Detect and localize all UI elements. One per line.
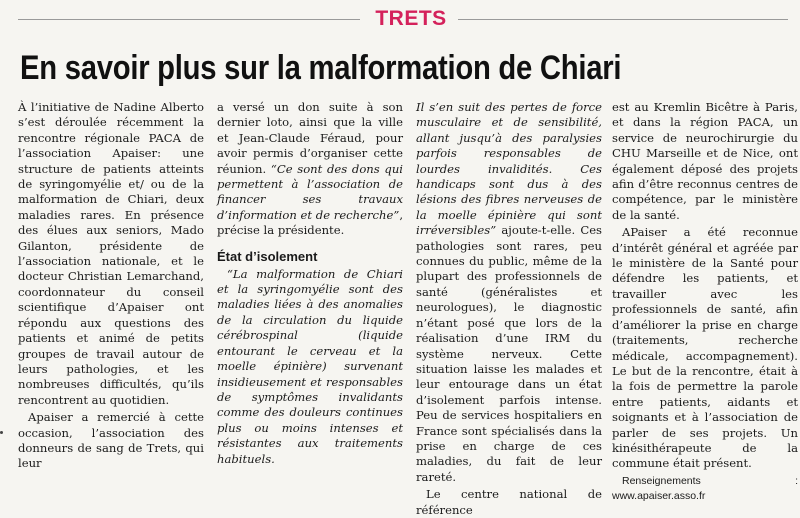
article-column-2 xyxy=(217,100,404,466)
paragraph: APaiser a été reconnue d’intérêt général et agréée par le ministère de la Santé pour défendre les patients, et travailler avec les professionnels de santé, afin d’améliorer la prise en charge (traitements, recherche médicale, accompagnement). Le but de la rencontre, était à la fois de permettre la parole entre patients, aidants et soignants et à l’association de parler de ses projets. Un kinésithérapeute de la commune était présent. xyxy=(612,225,798,471)
quote-paragraph: “La malformation de Chiari et la syringomyélie sont des maladies liées à des anomalies de la circulation du liquide cérébrospinal (liquide entourant le cerveau et la moelle épinière) survenant insidieusement et responsables de symptômes invalidants comme des douleurs continues plus ou moins intenses et résistantes aux traitements habituels. xyxy=(217,266,403,466)
paragraph: À l’initiative de Nadine Alberto s’est déroulée récemment la rencontre régionale PACA de l’association Apaiser: une structure de patients atteints de syringomyélie et/ ou de la malformation de Chiari, deux maladies rares. En présence des élues aux seniors, Mado Gilanton, présidente de l’association nationale, et le docteur Christian Lemarchand, coordonnateur du conseil scientifique d’Apaiser ont répondu aux questions des patients et animé de petits groupes de travail autour de leurs pathologies, et les nombreuses difficultés, qu’ils rencontrent au quotidien. xyxy=(18,100,204,407)
quote: Il s’en suit des pertes de force musculaire et de sensibilité, allant jusqu’à des paralysies parfois responsables de lourdes invalidités. Ces handicaps sont dus à des lésions des fibres nerveuses de la moelle épinière qui sont irréversibles” xyxy=(416,100,602,238)
kicker-rule-right xyxy=(458,19,788,20)
info-footer: Renseignements : www.apaiser.asso.fr xyxy=(612,474,798,503)
quote: “Ce sont des dons qui permettent à l’association de financer ses travaux d’information et de recherche” xyxy=(217,161,404,222)
kicker-bar xyxy=(18,6,788,32)
article-column-3 xyxy=(416,100,602,517)
section-kicker: TRETS xyxy=(375,7,447,30)
text: ajoute-t-elle. Ces pathologies sont rares, peu connues du public, même de la plupart des professionnels de santé (généralistes et neurologues), le diagnostic n’étant posé que lors de la réalisation d’une IRM du système nerveux. Cette situation laisse les malades et leur entourage dans un état d’isolement parfois intense. Peu de services hospitaliers en France sont spécialisés dans la prise en charge de ces maladies, du fait de leur rareté. xyxy=(416,223,602,484)
article-headline: En savoir plus sur la malformation de Chiari xyxy=(20,49,622,87)
article-column-4 xyxy=(612,100,798,503)
paragraph: est au Kremlin Bicêtre à Paris, et dans la région PACA, un service de neurochirurgie du CHU Marseille et de Nice, ont également déposé des projets afin d’être reconnus centres de compétence, par le ministère de la santé. xyxy=(612,100,798,222)
margin-dot xyxy=(0,431,3,434)
article-column-1 xyxy=(18,100,204,471)
paragraph: Le centre national de référence xyxy=(416,487,602,517)
kicker-rule-left xyxy=(18,19,360,20)
text: a versé un don suite à son dernier loto, ainsi que la ville et Jean-Claude Féraud, pour avoir permis d’organiser cette réunion. xyxy=(217,100,403,176)
paragraph xyxy=(217,100,403,239)
subheading: État d’isolement xyxy=(217,248,318,264)
paragraph: Apaiser a remercié à cette occasion, l’association des donneurs de sang de Trets, qui leur xyxy=(18,410,204,471)
text: , précise la présidente. xyxy=(217,207,403,238)
paragraph xyxy=(416,100,602,485)
